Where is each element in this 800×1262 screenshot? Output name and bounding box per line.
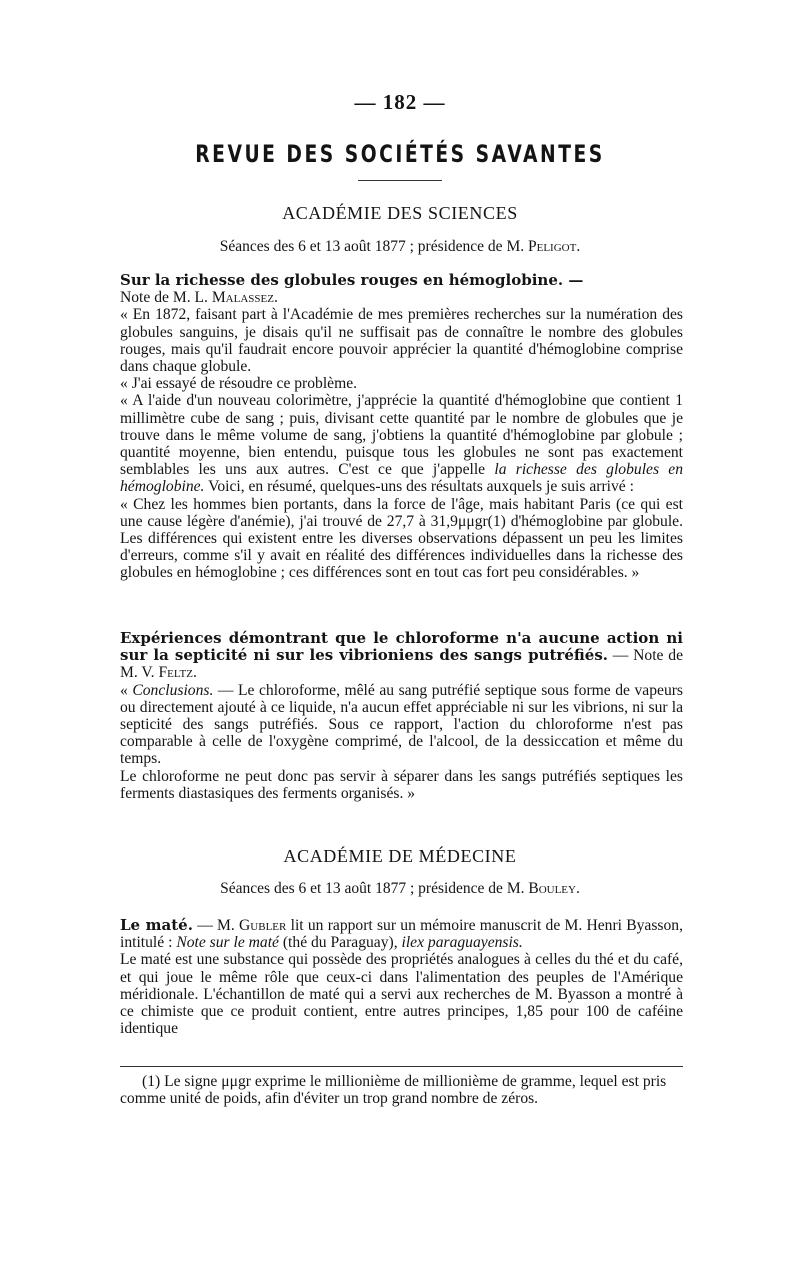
article-hemoglobine	[120, 272, 683, 582]
section-heading-academie-medecine: ACADÉMIE DE MÉDECINE	[283, 846, 517, 866]
page-number: — 182 —	[354, 90, 446, 114]
title-divider	[358, 180, 442, 181]
sessions-line-medecine	[0, 880, 800, 898]
sessions-line-sciences	[0, 238, 800, 256]
paragraph	[120, 917, 683, 951]
sessions-end: .	[575, 880, 580, 897]
text-run: lit un rapport sur un mémoire manuscrit de M. Henri Byasson, intitulé :	[120, 917, 683, 952]
article-title: Sur la richesse des globules rouges en hémoglobine. —	[120, 271, 584, 289]
article-title-paragraph	[120, 272, 683, 306]
text-run: (thé du Paraguay),	[278, 934, 402, 952]
paragraph	[120, 682, 683, 768]
text-run: «	[120, 681, 133, 699]
work-title: Note sur le maté	[176, 934, 279, 952]
sessions-text: Séances des 6 et 13 août 1877 ; présidence de M.	[220, 880, 529, 897]
note-end: .	[192, 664, 197, 682]
article-title-paragraph	[120, 630, 683, 682]
note-prefix: Note de M. L.	[120, 289, 212, 307]
footnote-text: (1) Le signe μμgr exprime le millionième de millionième de gramme, lequel est pris comme unité de poids, afin d'éviter un trop grand nombre de zéros.	[120, 1073, 667, 1108]
text-run: — Le chloroforme, mêlé au sang putréfié septique sous forme de vapeurs ou directement ajouté à ce liquide, n'a aucun effet appréciable ni sur les vibrions, ni sur la septicité des sangs putréfiés. Sous ce rapport, l'action du chloroforme n'est pas comparable à celle de l'oxygène comprimé, de l'alcool, de la dessiccation et même du temps.	[120, 681, 684, 768]
note-author: Feltz	[158, 664, 193, 682]
sessions-end: .	[576, 238, 581, 255]
article-mate	[120, 917, 683, 1037]
article-title: Expériences démontrant que le chloroforme n'a aucune action ni sur la septicité ni sur les vibrioniens des sangs putréfiés.	[120, 629, 683, 665]
footnote	[120, 1073, 683, 1107]
paragraph: « En 1872, faisant part à l'Académie de mes premières recherches sur la numération des globules sanguins, je disais qu'il ne suffisait pas de connaître le nombre des globules rouges, mais qu'il faudrait encore pouvoir apprécier la quantité d'hémoglobine comprise dans chaque globule.	[120, 306, 683, 376]
footnote-divider	[120, 1066, 683, 1067]
president-name: Peligot	[527, 238, 577, 255]
sessions-text: Séances des 6 et 13 août 1877 ; présidence de M.	[219, 238, 528, 255]
italic-text: Conclusions.	[132, 681, 214, 699]
italic-text: la richesse des globules en hémoglobine.	[120, 461, 683, 496]
text-run: Voici, en résumé, quelques-uns des résultats auxquels je suis arrivé :	[204, 478, 634, 496]
president-name: Bouley	[528, 880, 576, 897]
author-name: Gubler	[239, 917, 287, 934]
note-end: .	[273, 289, 278, 307]
paragraph: Le chloroforme ne peut donc pas servir à séparer dans les sangs putréfiés septiques les ferments diastasiques des ferments organisés. »	[120, 767, 683, 802]
journal-title: REVUE DES SOCIÉTÉS SAVANTES	[195, 140, 605, 168]
paragraph: « J'ai essayé de résoudre ce problème.	[120, 375, 358, 393]
text-run: « A l'aide d'un nouveau colorimètre, j'apprécie la quantité d'hémoglobine que contient 1 millimètre cube de sang ; puis, divisant cette quantité par le nombre de globules que je trouve dans le même volume de sang, j'obtiens la quantité d'hémoglobine par globule ; quantité moyenne, bien entendu, puisque tous les globules ne sont pas exactement semblables les uns aux autres. C'est ce que j'appelle	[120, 392, 683, 479]
article-chloroforme	[120, 630, 683, 802]
article-title: Le maté.	[120, 916, 193, 934]
paragraph: « Chez les hommes bien portants, dans la force de l'âge, mais habitant Paris (ce qui est une cause légère d'anémie), j'ai trouvé de 27,7 à 31,9μμgr(1) d'hémoglobine par globule. Les différences qui existent entre les diverses observations dépassent un peu les limites d'erreurs, comme s'il y avait en réalité des différences individuelles dans la richesse des globules en hémoglobine ; ces différences sont en tout cas fort peu considérables. »	[120, 495, 683, 582]
note-prefix: — Note de M. V.	[120, 647, 683, 682]
text-run: — M.	[192, 917, 240, 934]
section-heading-academie-sciences: ACADÉMIE DES SCIENCES	[282, 203, 518, 223]
species-name: ilex paraguayensis.	[401, 934, 523, 952]
paragraph	[120, 392, 683, 495]
note-author: Malassez	[211, 289, 274, 307]
paragraph: Le maté est une substance qui possède des propriétés analogues à celles du thé et du café, et qui joue le même rôle que ceux-ci dans l'alimentation des peuples de l'Amérique méridionale. L'échantillon de maté qui a servi aux recherches de M. Byasson a montré à ce chimiste que ce produit contient, entre autres principes, 1,85 pour 100 de caféine identique	[120, 951, 683, 1038]
